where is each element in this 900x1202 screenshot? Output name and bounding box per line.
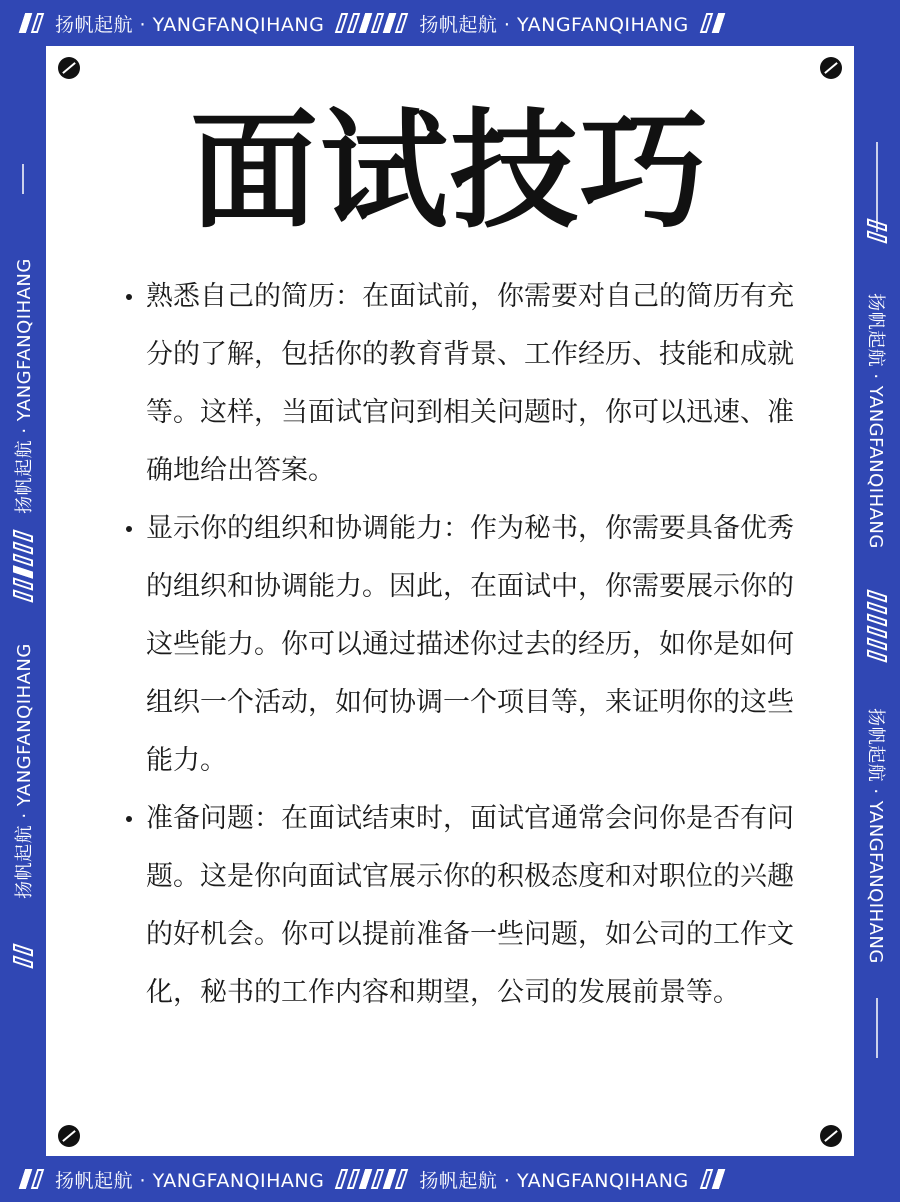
screw-icon (58, 57, 80, 79)
border-label: 扬帆起航 · YANGFANQIHANG (865, 293, 886, 549)
stripe-marks (338, 13, 405, 33)
bullet-icon (126, 294, 132, 300)
stripe-marks (338, 1169, 405, 1189)
bullet-icon (126, 816, 132, 822)
border-label: 扬帆起航 · YANGFANQIHANG (419, 1169, 689, 1192)
left-border-band (0, 46, 46, 1156)
list-item (124, 500, 814, 790)
stripe-marks (13, 533, 33, 600)
list-item-text: 显示你的组织和协调能力：作为秘书，你需要具备优秀的组织和协调能力。因此，在面试中，你需要展示你的这些能力。你可以通过描述你过去的经历，如你是如何组织一个活动，如何协调一个项目等，来证明你的这些能力。 (146, 513, 794, 776)
border-label: 扬帆起航 · YANGFANQIHANG (14, 258, 35, 514)
screw-icon (820, 1125, 842, 1147)
page-title: 面试技巧 (189, 97, 710, 246)
border-label: 扬帆起航 · YANGFANQIHANG (14, 643, 35, 899)
border-label: 扬帆起航 · YANGFANQIHANG (419, 13, 689, 36)
bullet-icon (126, 526, 132, 532)
bottom-border-band (0, 1156, 900, 1202)
stripe-marks (703, 13, 722, 33)
divider (22, 164, 24, 194)
top-border-band (0, 0, 900, 46)
divider (876, 142, 878, 232)
divider (876, 998, 878, 1058)
stripe-marks (703, 1169, 722, 1189)
right-border-band (854, 46, 900, 1156)
list-item (124, 790, 814, 1022)
border-label: 扬帆起航 · YANGFANQIHANG (55, 13, 325, 36)
tips-list (124, 268, 814, 1022)
list-item-text: 熟悉自己的简历：在面试前，你需要对自己的简历有充分的了解，包括你的教育背景、工作经历、技能和成就等。这样，当面试官问到相关问题时，你可以迅速、准确地给出答案。 (146, 281, 794, 486)
list-item (124, 268, 814, 500)
paper-sheet (46, 46, 854, 1156)
screw-icon (820, 57, 842, 79)
stripe-marks (13, 947, 33, 966)
stripe-marks (22, 13, 41, 33)
stripe-marks (22, 1169, 41, 1189)
border-label: 扬帆起航 · YANGFANQIHANG (55, 1169, 325, 1192)
border-label: 扬帆起航 · YANGFANQIHANG (865, 708, 886, 964)
stripe-marks (867, 222, 887, 241)
screw-icon (58, 1125, 80, 1147)
stripe-marks (867, 593, 887, 660)
list-item-text: 准备问题：在面试结束时，面试官通常会问你是否有问题。这是你向面试官展示你的积极态度和对职位的兴趣的好机会。你可以提前准备一些问题，如公司的工作文化，秘书的工作内容和期望，公司的发展前景等。 (146, 803, 794, 1008)
